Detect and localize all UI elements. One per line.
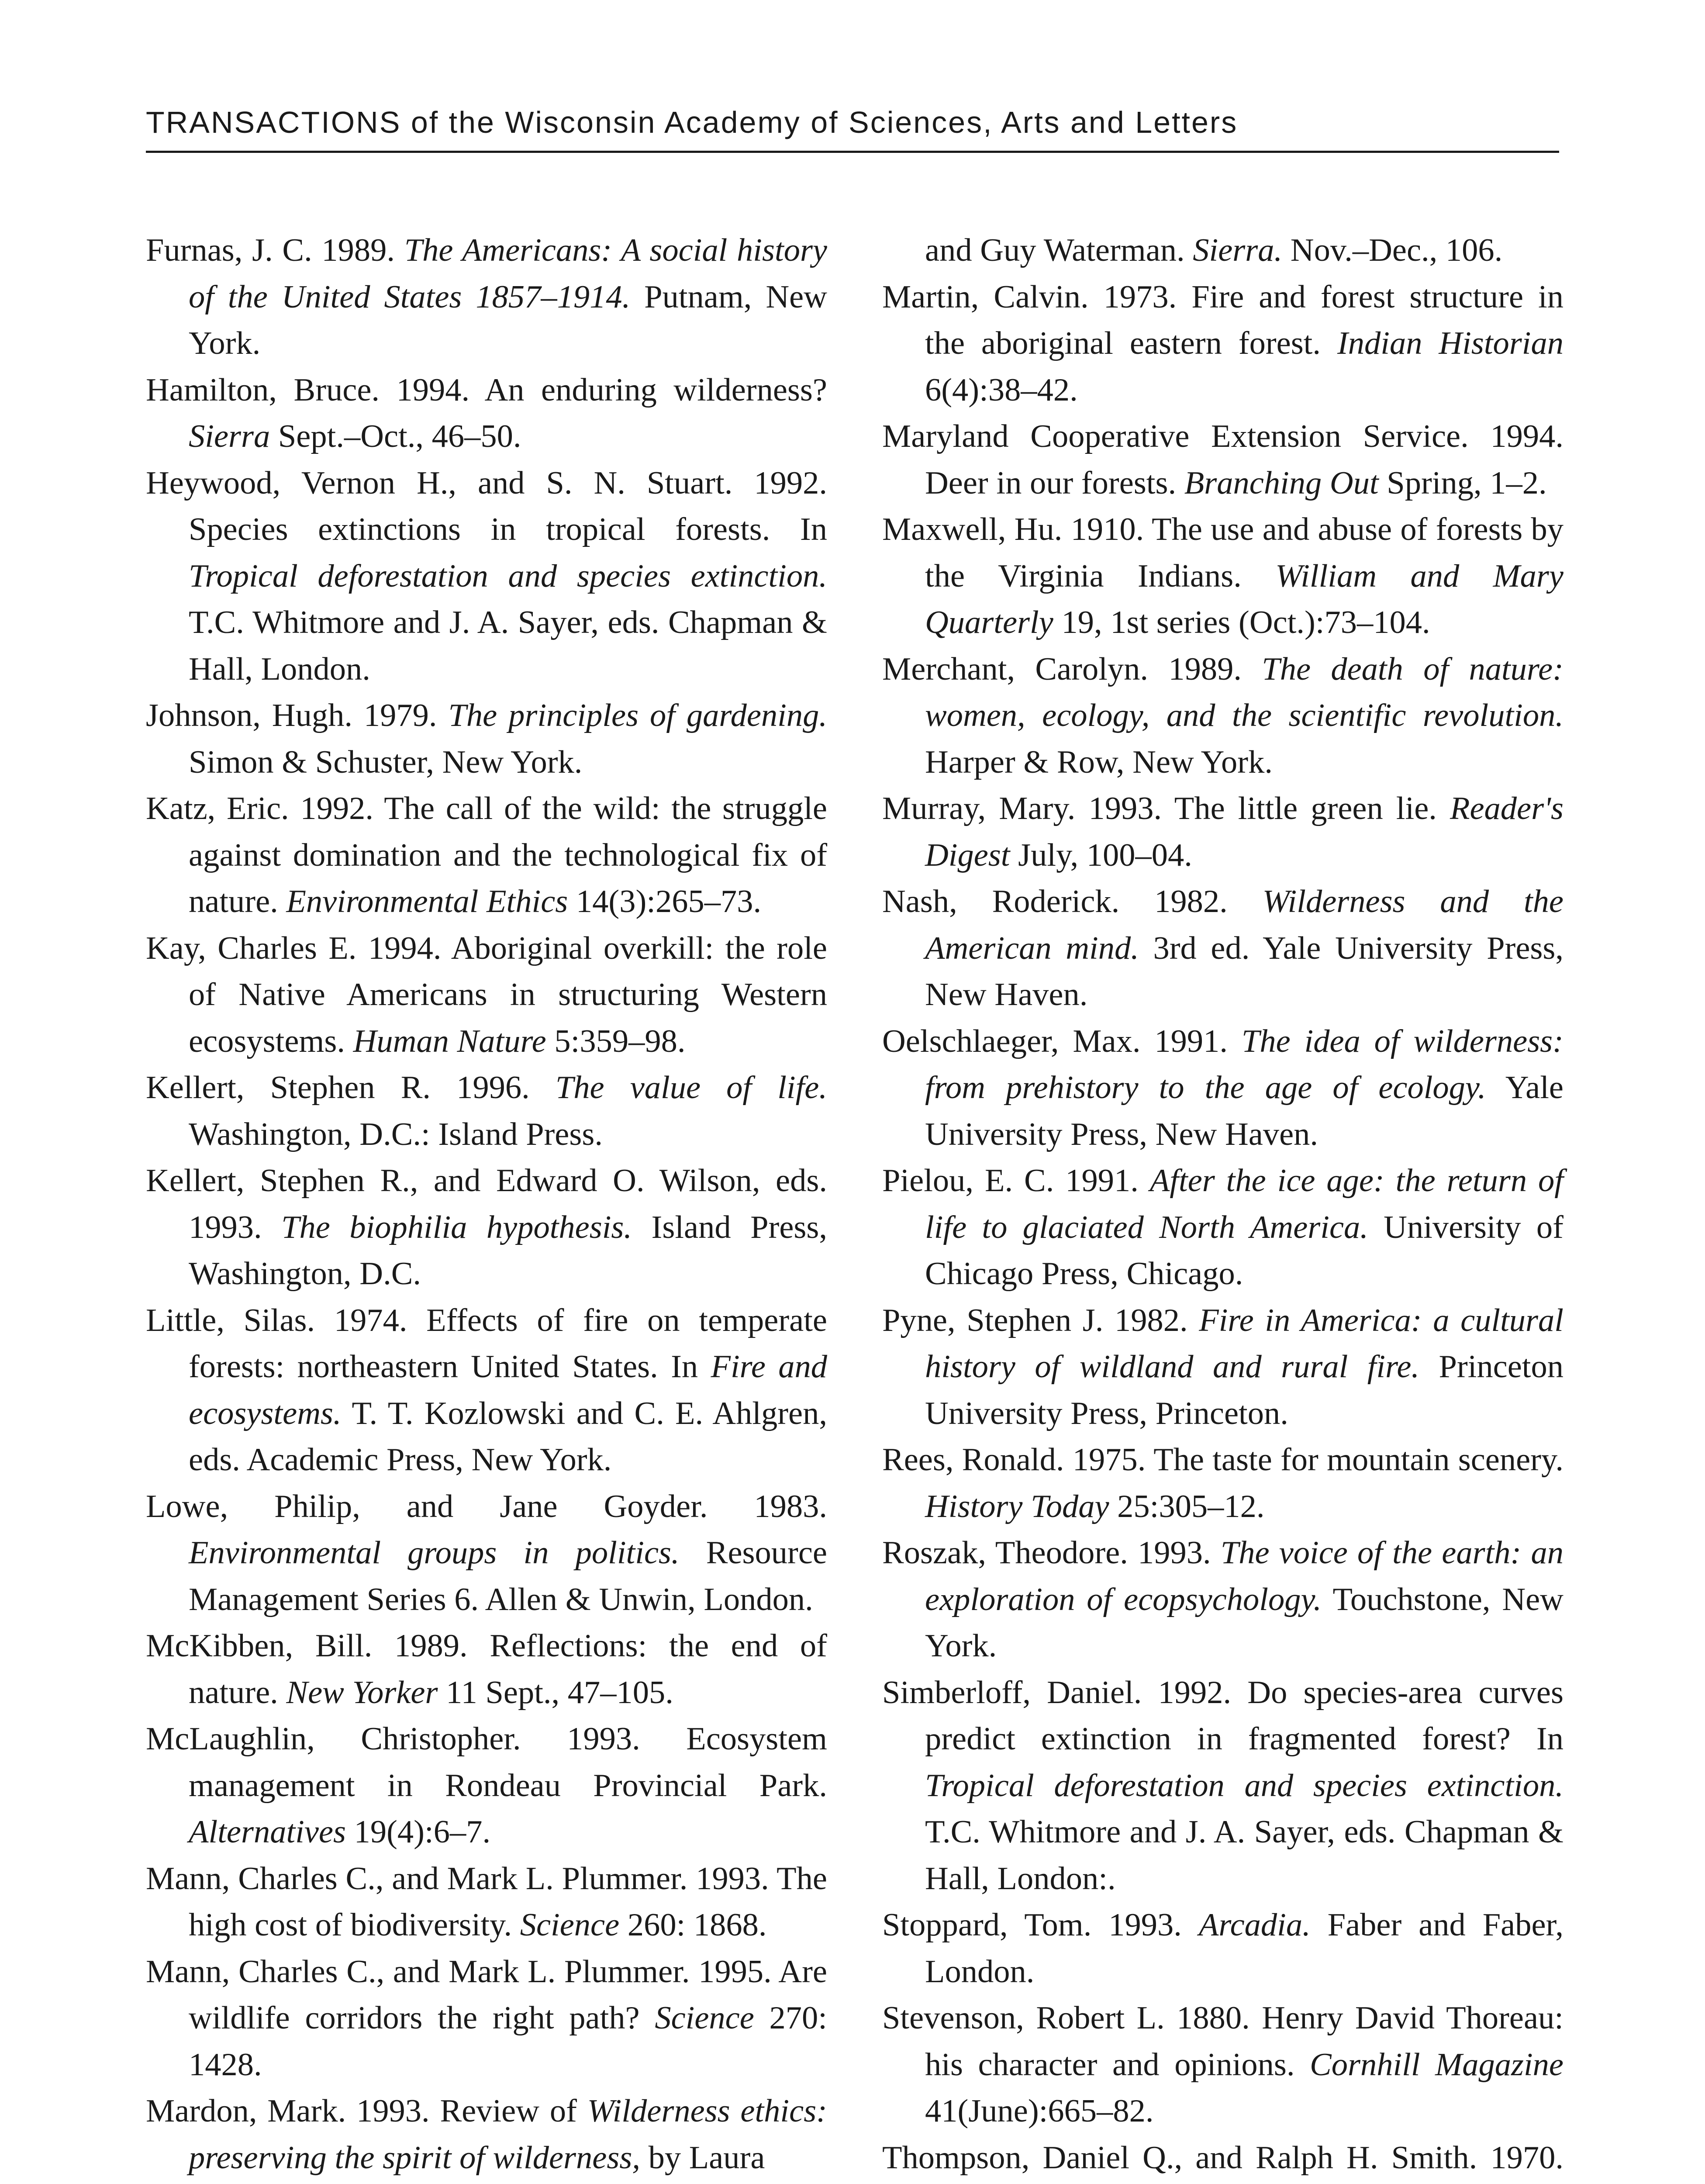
reference-title-italic: Human Nature [353,1023,546,1059]
reference-title-italic: Environmental groups in politics. [189,1535,680,1571]
reference-entry [882,785,1563,878]
reference-entry [882,646,1563,786]
reference-entry [146,785,827,925]
reference-title-italic: William and Mary Quarterly [925,558,1563,640]
reference-text: T.C. Whitmore and J. A. Sayer, eds. Chapman & Hall, London:. [925,1814,1563,1897]
reference-text: Sept.–Oct., 46–50. [270,418,521,454]
reference-entry [882,413,1563,506]
reference-title-italic: Cornhill Magazine [1310,2046,1563,2083]
reference-text: Island Press, Washington, D.C. [189,1209,828,1292]
reference-text: Washington, D.C.: Island Press. [189,1116,603,1152]
reference-title-italic: Alternatives [189,1814,346,1850]
reference-entry [146,2088,827,2181]
reference-title-italic: Science [655,2000,754,2036]
reference-title-italic: Tropical deforestation and species extinction. [189,558,827,594]
reference-text: July, 100–04. [1010,837,1192,873]
reference-text: Katz, Eric. 1992. The call of the wild: the struggle against domination and the technological fix of nature. [146,791,827,919]
reference-entry [146,1297,827,1483]
reference-text: Spring, 1–2. [1378,465,1547,501]
reference-text: Johnson, Hugh. 1979. [146,698,449,733]
reference-entry [146,460,827,693]
reference-text: 14(3):265–73. [568,884,762,919]
reference-entry [146,227,827,367]
reference-entry [882,1158,1563,1297]
reference-entry [882,1669,1563,1902]
reference-text: 41(June):665–82. [925,2093,1154,2129]
reference-text: Simon & Schuster, New York. [189,744,583,780]
reference-text: 270: 1428. [189,2000,827,2083]
reference-entry [882,1530,1563,1669]
references-right-column [882,227,1563,2184]
reference-text: Kellert, Stephen R., and Edward O. Wilson, eds. 1993. [146,1163,827,1245]
reference-title-italic: The voice of the earth: an exploration of ecopsychology. [925,1535,1564,1617]
reference-entry [146,1483,827,1623]
reference-text: Kay, Charles E. 1994. Aboriginal overkill: the role of Native Americans in structuring Western ecosystems. [146,930,827,1059]
reference-text: 3rd ed. Yale University Press, New Haven. [925,930,1563,1013]
reference-text: Kellert, Stephen R. 1996. [146,1070,556,1106]
reference-text: Roszak, Theodore. 1993. [882,1535,1221,1571]
reference-text: 260: 1868. [619,1907,767,1943]
reference-title-italic: Reader's Digest [925,791,1563,873]
reference-text: Maryland Cooperative Extension Service. 1994. Deer in our forests. [882,418,1563,501]
reference-text: and Guy Waterman. [925,232,1193,268]
reference-text: Stoppard, Tom. 1993. [882,1907,1199,1943]
reference-text: 25:305–12. [1109,1488,1265,1524]
reference-text: Nov.–Dec., 106. [1282,232,1503,268]
reference-title-italic: Wilderness ethics: preserving the spirit of wilderness, [189,2093,827,2176]
reference-entry [146,1064,827,1158]
reference-entry [146,1716,827,1856]
reference-entry [882,1995,1563,2135]
reference-text: T.C. Whitmore and J. A. Sayer, eds. Chapman & Hall, London. [189,605,827,687]
reference-entry [146,925,827,1065]
reference-title-italic: The value of life. [555,1070,827,1106]
reference-entry [882,1902,1563,1995]
reference-title-italic: Branching Out [1184,465,1379,501]
reference-text: Pyne, Stephen J. 1982. [882,1302,1199,1338]
reference-entry [146,367,827,460]
reference-text: Rees, Ronald. 1975. The taste for mountain scenery. [882,1442,1563,1478]
reference-title-italic: Tropical deforestation and species extinction. [925,1767,1563,1804]
reference-text: Faber and Faber, London. [925,1907,1563,1990]
reference-text: 19(4):6–7. [346,1814,491,1850]
reference-entry [882,1297,1563,1437]
reference-text: Princeton University Press, Princeton. [925,1349,1563,1431]
reference-text: Oelschlaeger, Max. 1991. [882,1023,1242,1059]
reference-text: 19, 1st series (Oct.):73–104. [1053,605,1430,640]
reference-text: Resource Management Series 6. Allen & Unwin, London. [189,1535,827,1617]
reference-text: Hamilton, Bruce. 1994. An enduring wilderness? [146,372,827,408]
reference-text: Touchstone, New York. [925,1581,1563,1664]
reference-title-italic: Environmental Ethics [286,884,568,919]
reference-text: Pielou, E. C. 1991. [882,1163,1150,1199]
reference-text: T. T. Kozlowski and C. E. Ahlgren, eds. Academic Press, New York. [189,1395,827,1478]
reference-entry [882,227,1563,274]
reference-title-italic: After the ice age: the return of life to glaciated North America. [925,1163,1563,1245]
journal-header-title: TRANSACTIONS of the Wisconsin Academy of Sciences, Arts and Letters [146,105,1238,139]
reference-text: Harper & Row, New York. [925,744,1273,780]
reference-text: University of Chicago Press, Chicago. [925,1209,1563,1292]
reference-title-italic: Sierra. [1193,232,1283,268]
reference-entry [146,1158,827,1297]
reference-text: Murray, Mary. 1993. The little green lie. [882,791,1450,826]
references-left-column [146,227,827,2181]
reference-title-italic: Fire in America: a cultural history of wildland and rural fire. [925,1302,1563,1385]
reference-entry [882,1437,1563,1530]
reference-text: Mann, Charles C., and Mark L. Plummer. 1995. Are wildlife corridors the right path? [146,1953,827,2036]
reference-entry [882,2135,1563,2184]
reference-title-italic: Sierra [189,418,270,454]
reference-text: Simberloff, Daniel. 1992. Do species-area curves predict extinction in fragmented forest? In [882,1674,1563,1757]
reference-text: Stevenson, Robert L. 1880. Henry David Thoreau: his character and opinions. [882,2000,1563,2083]
reference-text: by Laura [640,2139,765,2176]
reference-entry [882,1018,1563,1158]
reference-text: Mardon, Mark. 1993. Review of [146,2093,587,2129]
reference-text: Yale University Press, New Haven. [925,1070,1563,1152]
reference-text: Little, Silas. 1974. Effects of fire on temperate forests: northeastern United States. In [146,1302,827,1385]
reference-entry [146,1856,827,1949]
reference-title-italic: Wilderness and the American mind. [925,884,1563,966]
reference-text: McLaughlin, Christopher. 1993. Ecosystem management in Rondeau Provincial Park. [146,1721,827,1804]
reference-entry [882,878,1563,1018]
reference-title-italic: New Yorker [286,1674,438,1711]
reference-title-italic: The death of nature: women, ecology, and the scientific revolution. [925,651,1564,733]
reference-entry [146,1949,827,2088]
reference-title-italic: Science [520,1907,620,1943]
reference-text: Putnam, New York. [189,279,827,361]
reference-text: Nash, Roderick. 1982. [882,884,1263,919]
reference-entry [882,274,1563,414]
reference-text: Merchant, Carolyn. 1989. [882,651,1262,687]
reference-title-italic: The principles of gardening. [448,698,827,733]
reference-text: 11 Sept., 47–105. [438,1674,673,1711]
reference-title-italic: The biophilia hypothesis. [281,1209,632,1245]
reference-title-italic: The idea of wilderness: from prehistory to the age of ecology. [925,1023,1563,1106]
reference-entry [146,1623,827,1716]
reference-title-italic: Fire and ecosystems. [189,1349,827,1431]
running-header [146,97,1559,153]
reference-text: 5:359–98. [546,1023,686,1059]
reference-entry [146,692,827,785]
reference-text: Heywood, Vernon H., and S. N. Stuart. 1992. Species extinctions in tropical forests. In [146,465,827,547]
reference-text: Martin, Calvin. 1973. Fire and forest structure in the aboriginal eastern forest. [882,279,1563,361]
reference-text: Furnas, J. C. 1989. [146,232,404,268]
reference-title-italic: Indian Historian [1337,325,1563,361]
reference-text: 6(4):38–42. [925,372,1078,408]
reference-text: Lowe, Philip, and Jane Goyder. 1983. [146,1488,827,1524]
reference-text: Mann, Charles C., and Mark L. Plummer. 1993. The high cost of biodiversity. [146,1860,827,1943]
reference-text: Maxwell, Hu. 1910. The use and abuse of forests by the Virginia Indians. [882,511,1563,594]
reference-entry [882,506,1563,646]
reference-title-italic: Arcadia. [1198,1907,1311,1943]
reference-title-italic: History Today [925,1488,1109,1524]
reference-text: McKibben, Bill. 1989. Reflections: the end of nature. [146,1628,827,1711]
reference-title-italic: The Americans: A social history of the United States 1857–1914. [189,232,827,315]
reference-text: Thompson, Daniel Q., and Ralph H. Smith. 1970. [882,2139,1563,2176]
